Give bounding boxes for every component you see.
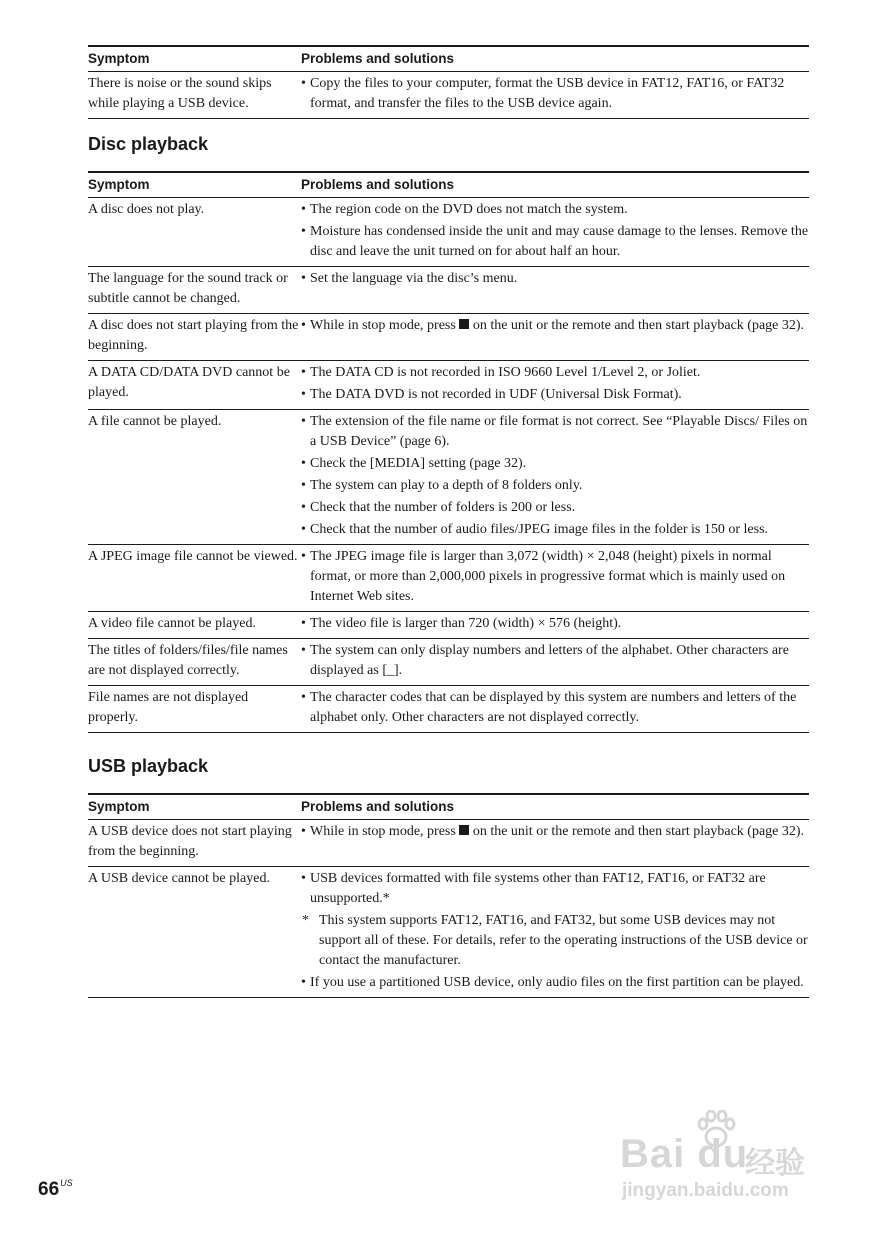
table-row xyxy=(88,267,809,314)
solutions-cell xyxy=(301,686,809,733)
table-header-row xyxy=(88,794,809,820)
symptom-cell: File names are not displayed properly. xyxy=(88,686,301,733)
symptom-cell: A JPEG image file cannot be viewed. xyxy=(88,545,301,612)
symptom-cell: There is noise or the sound skips while playing a USB device. xyxy=(88,72,301,119)
symptom-cell: A video file cannot be played. xyxy=(88,612,301,639)
solution-item: • The character codes that can be displayed by this system are numbers and letters of the alphabet only. Other characters are not displayed correctly. xyxy=(301,688,809,728)
solutions-cell xyxy=(301,639,809,686)
solution-list xyxy=(301,200,809,262)
symptom-cell: A USB device does not start playing from the beginning. xyxy=(88,820,301,867)
table-row xyxy=(88,361,809,410)
solutions-cell xyxy=(301,410,809,545)
solution-item: • Moisture has condensed inside the unit and may cause damage to the lenses. Remove the disc and leave the unit turned on for about half an hour. xyxy=(301,222,809,262)
baidu-jingyan-watermark xyxy=(620,1110,825,1205)
page-number: $66^{US}$ xyxy=(38,1178,73,1200)
solution-text: While in stop mode, press xyxy=(310,824,460,839)
symptom-cell: The language for the sound track or subtitle cannot be changed. xyxy=(88,267,301,314)
table-row xyxy=(88,198,809,267)
table-row xyxy=(88,686,809,733)
solution-item: • Set the language via the disc’s menu. xyxy=(301,269,809,289)
solutions-cell xyxy=(301,867,809,998)
column-header-symptom: Symptom xyxy=(88,794,301,820)
solution-list xyxy=(301,269,809,289)
column-header-solutions: Problems and solutions xyxy=(301,46,809,72)
column-header-solutions: Problems and solutions xyxy=(301,172,809,198)
solution-list xyxy=(301,412,809,540)
table-header-row xyxy=(88,46,809,72)
footnote: * This system supports FAT12, FAT16, and FAT32, but some USB devices may not support all of these. For details, refer to the operating instructions of the USB device or contact the manufacturer. xyxy=(301,911,809,971)
symptom-cell: A file cannot be played. xyxy=(88,410,301,545)
symptom-cell: A disc does not play. xyxy=(88,198,301,267)
solution-list xyxy=(301,641,809,681)
watermark-url: jingyan.baidu.com xyxy=(622,1180,789,1201)
section-heading: Disc playback xyxy=(88,134,209,154)
column-header-symptom: Symptom xyxy=(88,172,301,198)
solutions-cell xyxy=(301,72,809,119)
stop-icon xyxy=(459,319,469,329)
solution-list xyxy=(301,822,809,842)
solutions-cell xyxy=(301,545,809,612)
solution-item: • Check that the number of folders is 200 or less. xyxy=(301,498,809,518)
page-region: US xyxy=(60,1178,73,1188)
solutions-cell xyxy=(301,267,809,314)
troubleshooting-table xyxy=(88,45,809,119)
table-row xyxy=(88,545,809,612)
solution-item: • The system can only display numbers and letters of the alphabet. Other characters are displayed as [_]. xyxy=(301,641,809,681)
symptom-cell: A USB device cannot be played. xyxy=(88,867,301,998)
solution-list xyxy=(301,316,809,336)
table-row xyxy=(88,410,809,545)
solutions-cell xyxy=(301,820,809,867)
symptom-cell: The titles of folders/files/file names are not displayed correctly. xyxy=(88,639,301,686)
solutions-cell xyxy=(301,361,809,410)
solution-list xyxy=(301,688,809,728)
solution-list xyxy=(301,363,809,405)
table-row xyxy=(88,314,809,361)
solution-item: • The DATA CD is not recorded in ISO 9660 Level 1/Level 2, or Joliet. xyxy=(301,363,809,383)
solution-item: • The video file is larger than 720 (width) × 576 (height). xyxy=(301,614,809,634)
solutions-cell xyxy=(301,198,809,267)
solution-item: • Copy the files to your computer, format the USB device in FAT12, FAT16, or FAT32 format, and transfer the files to the USB device again. xyxy=(301,74,809,114)
table-row xyxy=(88,867,809,998)
solution-item xyxy=(301,822,809,842)
watermark-logo: Bai du xyxy=(620,1132,749,1176)
solution-item: • The extension of the file name or file format is not correct. See “Playable Discs/ Files on a USB Device” (page 6). xyxy=(301,412,809,452)
symptom-cell: A DATA CD/DATA DVD cannot be played. xyxy=(88,361,301,410)
solution-text: on the unit or the remote and then start playback (page 32). xyxy=(469,318,805,333)
table-row xyxy=(88,820,809,867)
solution-item: • The region code on the DVD does not match the system. xyxy=(301,200,809,220)
solution-item xyxy=(301,316,809,336)
solution-item: • USB devices formatted with file systems other than FAT12, FAT16, or FAT32 are unsupported.* xyxy=(301,869,809,909)
solutions-cell xyxy=(301,612,809,639)
solution-text: While in stop mode, press xyxy=(310,318,460,333)
solutions-cell xyxy=(301,314,809,361)
solution-list xyxy=(301,614,809,634)
solution-item: • Check the [MEDIA] setting (page 32). xyxy=(301,454,809,474)
table-header-row xyxy=(88,172,809,198)
troubleshooting-table xyxy=(88,171,809,733)
solution-list xyxy=(301,74,809,114)
solution-list xyxy=(301,869,809,993)
table-row xyxy=(88,612,809,639)
solution-item: • The system can play to a depth of 8 folders only. xyxy=(301,476,809,496)
solution-item: • Check that the number of audio files/JPEG image files in the folder is 150 or less. xyxy=(301,520,809,540)
solution-item: • The DATA DVD is not recorded in UDF (Universal Disk Format). xyxy=(301,385,809,405)
column-header-symptom: Symptom xyxy=(88,46,301,72)
table-row xyxy=(88,72,809,119)
solution-text: on the unit or the remote and then start playback (page 32). xyxy=(469,824,805,839)
watermark-cn: 经验 xyxy=(745,1147,805,1180)
symptom-cell: A disc does not start playing from the beginning. xyxy=(88,314,301,361)
solution-list xyxy=(301,547,809,607)
page-content xyxy=(88,45,809,998)
solution-item: • If you use a partitioned USB device, only audio files on the first partition can be played. xyxy=(301,973,809,993)
section-heading: USB playback xyxy=(88,756,209,776)
troubleshooting-table xyxy=(88,793,809,998)
table-row xyxy=(88,639,809,686)
solution-item: • The JPEG image file is larger than 3,072 (width) × 2,048 (height) pixels in normal format, or more than 2,000,000 pixels in progressive format which is mainly used on Internet Web sites. xyxy=(301,547,809,607)
stop-icon xyxy=(459,825,469,835)
column-header-solutions: Problems and solutions xyxy=(301,794,809,820)
